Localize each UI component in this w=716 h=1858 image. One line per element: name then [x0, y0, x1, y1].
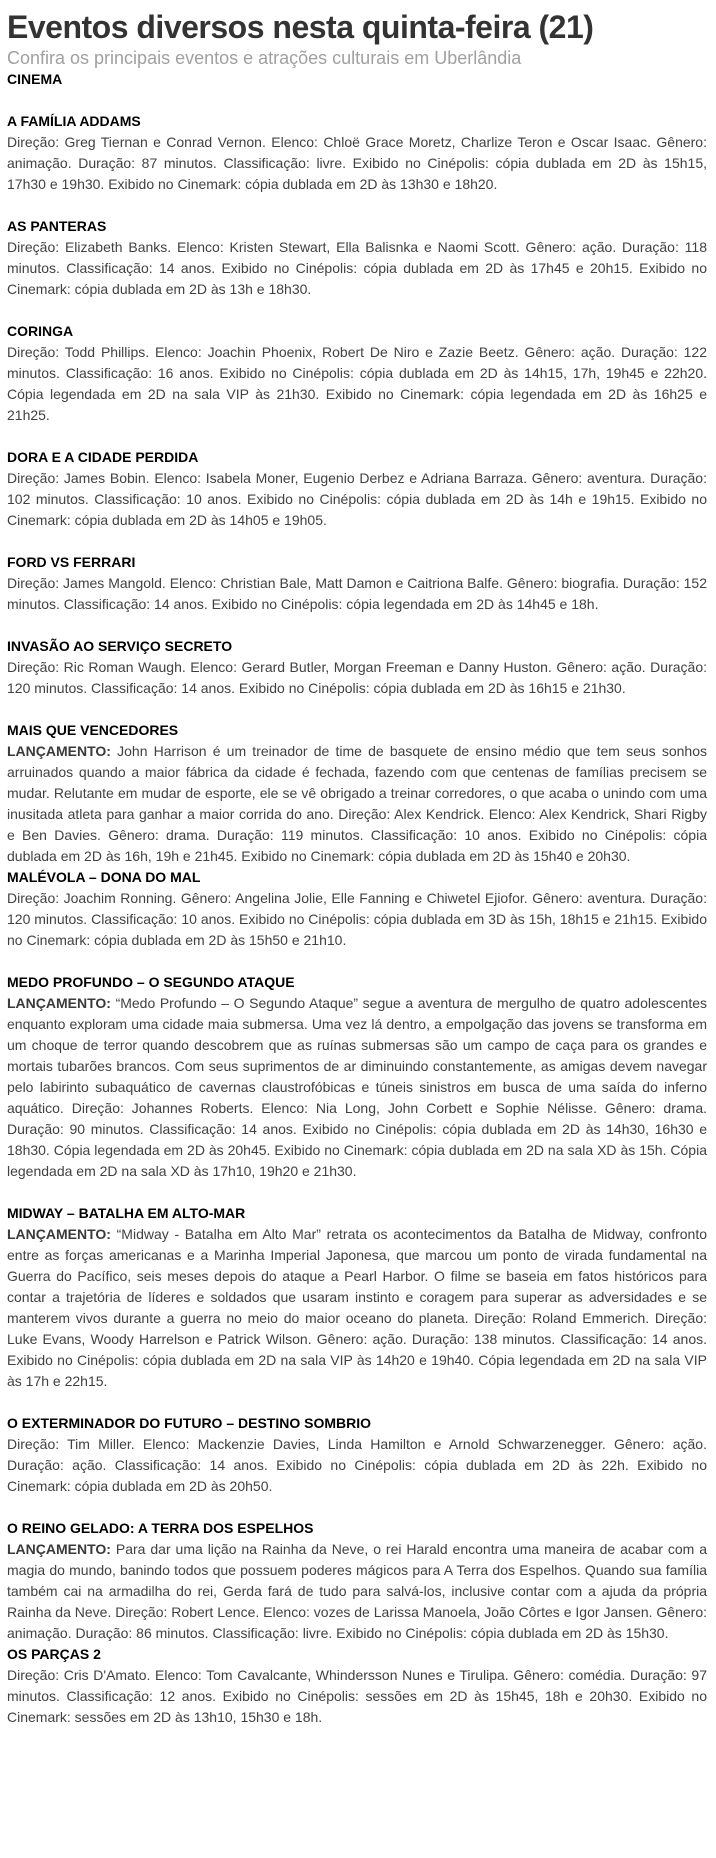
page-subtitle: Confira os principais eventos e atrações culturais em Uberlândia [7, 48, 522, 68]
movie-title: INVASÃO AO SERVIÇO SECRETO [7, 638, 233, 654]
movie-section [7, 321, 707, 426]
movie-description [7, 888, 707, 951]
category-label: CINEMA [7, 71, 63, 87]
movie-description [7, 1224, 707, 1392]
movie-text: John Harrison é um treinador de time de basquete de ensino médio que tem seus sonhos arruinados quando a maior fábrica da cidade é fechada, fazendo com que centenas de famílias precisem se mudar. Relutante em mudar de esporte, ele se vê obrigado a treinar corredores, o que acaba o unindo com uma inusitada atleta para ganhar a maior corrida do ano. Direção: Alex Kendrick. Elenco: Alex Kendrick, Shari Rigby e Ben Davies. Gênero: drama. Duração: 119 minutos. Classificação: 10 anos. Exibido no Cinépolis: cópia dublada em 2D às 16h, 19h e 21h45. Exibido no Cinemark: cópia dublada em 2D às 15h40 e 20h30. [7, 743, 707, 864]
movie-description [7, 468, 707, 531]
movie-description [7, 132, 707, 195]
movie-description [7, 1539, 707, 1644]
movie-lead-label: LANÇAMENTO: [7, 1541, 116, 1557]
movie-section [7, 111, 707, 195]
movie-lead-label: LANÇAMENTO: [7, 743, 118, 759]
movie-text: Direção: Cris D'Amato. Elenco: Tom Cavalcante, Whindersson Nunes e Tirulipa. Gênero: comédia. Duração: 97 minutos. Classificação: 12 anos. Exibido no Cinépolis: sessões em 2D às 15h45, 18h e 20h30. Exibido no Cinemark: sessões em 2D às 13h10, 15h30 e 18h. [7, 1667, 707, 1725]
movie-section [7, 720, 707, 867]
movie-text: Direção: Greg Tiernan e Conrad Vernon. Elenco: Chloë Grace Moretz, Charlize Teron e Oscar Isaac. Gênero: animação. Duração: 87 minutos. Classificação: livre. Exibido no Cinépolis: cópia dublada em 2D às 15h15, 17h30 e 19h30. Exibido no Cinemark: cópia dublada em 2D às 13h30 e 18h20. [7, 134, 707, 192]
movie-text: “Midway - Batalha em Alto Mar” retrata os acontecimentos da Batalha de Midway, confronto entre as forças americanas e a Marinha Imperial Japonesa, que marcou um ponto de virada fundamental na Guerra do Pacífico, seis meses depois do ataque a Pearl Harbor. O filme se baseia em fatos históricos para contar a trajetória de líderes e soldados que usaram instinto e coragem para superar as adversidades e se manterem vivos durante a guerra no meio do maior oceano do planeta. Direção: Roland Emmerich. Direção: Luke Evans, Woody Harrelson e Patrick Wilson. Gênero: ação. Duração: 138 minutos. Classificação: 14 anos. Exibido no Cinépolis: cópia dublada em 2D na sala VIP às 14h20 e 19h40. Cópia legendada em 2D na sala VIP às 17h e 22h15. [7, 1226, 707, 1389]
movie-text: Direção: Joachim Ronning. Gênero: Angelina Jolie, Elle Fanning e Chiwetel Ejiofor. Gênero: aventura. Duração: 120 minutos. Classificação: 10 anos. Exibido no Cinépolis: cópia dublada em 3D às 15h, 18h15 e 21h15. Exibido no Cinemark: cópia dublada em 2D às 15h50 e 21h10. [7, 890, 707, 948]
movie-section [7, 447, 707, 531]
movie-description [7, 237, 707, 300]
movie-title: A FAMÍLIA ADDAMS [7, 113, 141, 129]
movie-title: O REINO GELADO: A TERRA DOS ESPELHOS [7, 1520, 314, 1536]
movie-title: FORD VS FERRARI [7, 554, 136, 570]
movie-section [7, 1644, 707, 1728]
movie-title: DORA E A CIDADE PERDIDA [7, 449, 199, 465]
movie-text: Direção: Tim Miller. Elenco: Mackenzie Davies, Linda Hamilton e Arnold Schwarzenegger. Gênero: ação. Duração: ação. Classificação: 14 anos. Exibido no Cinépolis: cópia dublada em 2D às 22h. Exibido no Cinemark: cópia dublada em 2D às 20h50. [7, 1436, 707, 1494]
movie-description [7, 1434, 707, 1497]
movie-title: OS PARÇAS 2 [7, 1646, 101, 1662]
movie-title: AS PANTERAS [7, 218, 107, 234]
movie-text: Direção: Todd Phillips. Elenco: Joachin Phoenix, Robert De Niro e Zazie Beetz. Gênero: ação. Duração: 122 minutos. Classificação: 16 anos. Exibido no Cinépolis: cópia dublada em 2D às 14h15, 17h, 19h45 e 22h20. Cópia legendada em 2D na sala VIP às 21h30. Exibido no Cinemark: cópia legendada em 2D às 16h25 e 21h25. [7, 344, 707, 423]
movie-lead-label: LANÇAMENTO: [7, 1226, 117, 1242]
movie-text: Direção: Ric Roman Waugh. Elenco: Gerard Butler, Morgan Freeman e Danny Huston. Gênero: ação. Duração: 120 minutos. Classificação: 14 anos. Exibido no Cinépolis: cópia dublada em 2D às 16h15 e 21h30. [7, 659, 707, 696]
movie-description [7, 657, 707, 699]
movie-text: Direção: James Bobin. Elenco: Isabela Moner, Eugenio Derbez e Adriana Barraza. Gênero: aventura. Duração: 102 minutos. Classificação: 10 anos. Exibido no Cinépolis: cópia dublada em 2D às 14h e 19h15. Exibido no Cinemark: cópia dublada em 2D às 14h05 e 19h05. [7, 470, 707, 528]
movie-title: CORINGA [7, 323, 74, 339]
movie-title: MAIS QUE VENCEDORES [7, 722, 179, 738]
movie-section [7, 216, 707, 300]
movie-section [7, 972, 707, 1182]
movie-description [7, 342, 707, 426]
movie-section [7, 1518, 707, 1644]
movie-section [7, 636, 707, 699]
movie-title: MIDWAY – BATALHA EM ALTO-MAR [7, 1205, 246, 1221]
movie-title: MEDO PROFUNDO – O SEGUNDO ATAQUE [7, 974, 295, 990]
movie-title: O EXTERMINADOR DO FUTURO – DESTINO SOMBRIO [7, 1415, 372, 1431]
movie-section [7, 552, 707, 615]
page-title: Eventos diversos nesta quinta-feira (21) [7, 9, 594, 45]
movie-text: “Medo Profundo – O Segundo Ataque” segue a aventura de mergulho de quatro adolescentes enquanto exploram uma cidade maia submersa. Uma vez lá dentro, a empolgação das jovens se transforma em um choque de terror quando descobrem que as ruínas submersas são um campo de caça para os grandes e mortais tubarões brancos. Com seus suprimentos de ar diminuindo constantemente, as amigas devem navegar pelo labirinto subaquático de cavernas claustrofóbicas e túneis sinistros em busca de uma saída do inferno aquático. Direção: Johannes Roberts. Elenco: Nia Long, John Corbett e Sophie Nélisse. Gênero: drama. Duração: 90 minutos. Classificação: 14 anos. Exibido no Cinépolis: cópia dublada em 2D às 14h30, 16h30 e 18h30. Cópia legendada em 2D às 20h45. Exibido no Cinemark: cópia dublada em 2D na sala XD às 15h. Cópia legendada em 2D na sala XD às 17h10, 19h20 e 21h30. [7, 995, 708, 1179]
movie-title: MALÉVOLA – DONA DO MAL [7, 869, 201, 885]
movie-description [7, 741, 707, 867]
movie-description [7, 573, 707, 615]
movie-text: Para dar uma lição na Rainha da Neve, o rei Harald encontra uma maneira de acabar com a magia do mundo, banindo todos que possuem poderes mágicos para A Terra dos Espelhos. Quando sua família também cai na armadilha do rei, Gerda fará de tudo para salvá-los, inclusive contar com a ajuda da própria Rainha da Neve. Direção: Robert Lence. Elenco: vozes de Larissa Manoela, João Côrtes e Igor Jansen. Gênero: animação. Duração: 86 minutos. Classificação: livre. Exibido no Cinépolis: cópia dublada em 2D às 15h30. [7, 1541, 708, 1641]
movie-section [7, 1413, 707, 1497]
movie-section [7, 867, 707, 951]
movie-text: Direção: Elizabeth Banks. Elenco: Kristen Stewart, Ella Balisnka e Naomi Scott. Gênero: ação. Duração: 118 minutos. Classificação: 14 anos. Exibido no Cinépolis: cópia dublada em 2D às 17h45 e 20h15. Exibido no Cinemark: cópia dublada em 2D às 13h e 18h30. [7, 239, 707, 297]
movie-section [7, 1203, 707, 1392]
movie-text: Direção: James Mangold. Elenco: Christian Bale, Matt Damon e Caitriona Balfe. Gênero: biografia. Duração: 152 minutos. Classificação: 14 anos. Exibido no Cinépolis: cópia legendada em 2D às 14h45 e 18h. [7, 575, 707, 612]
movie-description [7, 1665, 707, 1728]
movie-lead-label: LANÇAMENTO: [7, 995, 116, 1011]
movie-description [7, 993, 707, 1182]
